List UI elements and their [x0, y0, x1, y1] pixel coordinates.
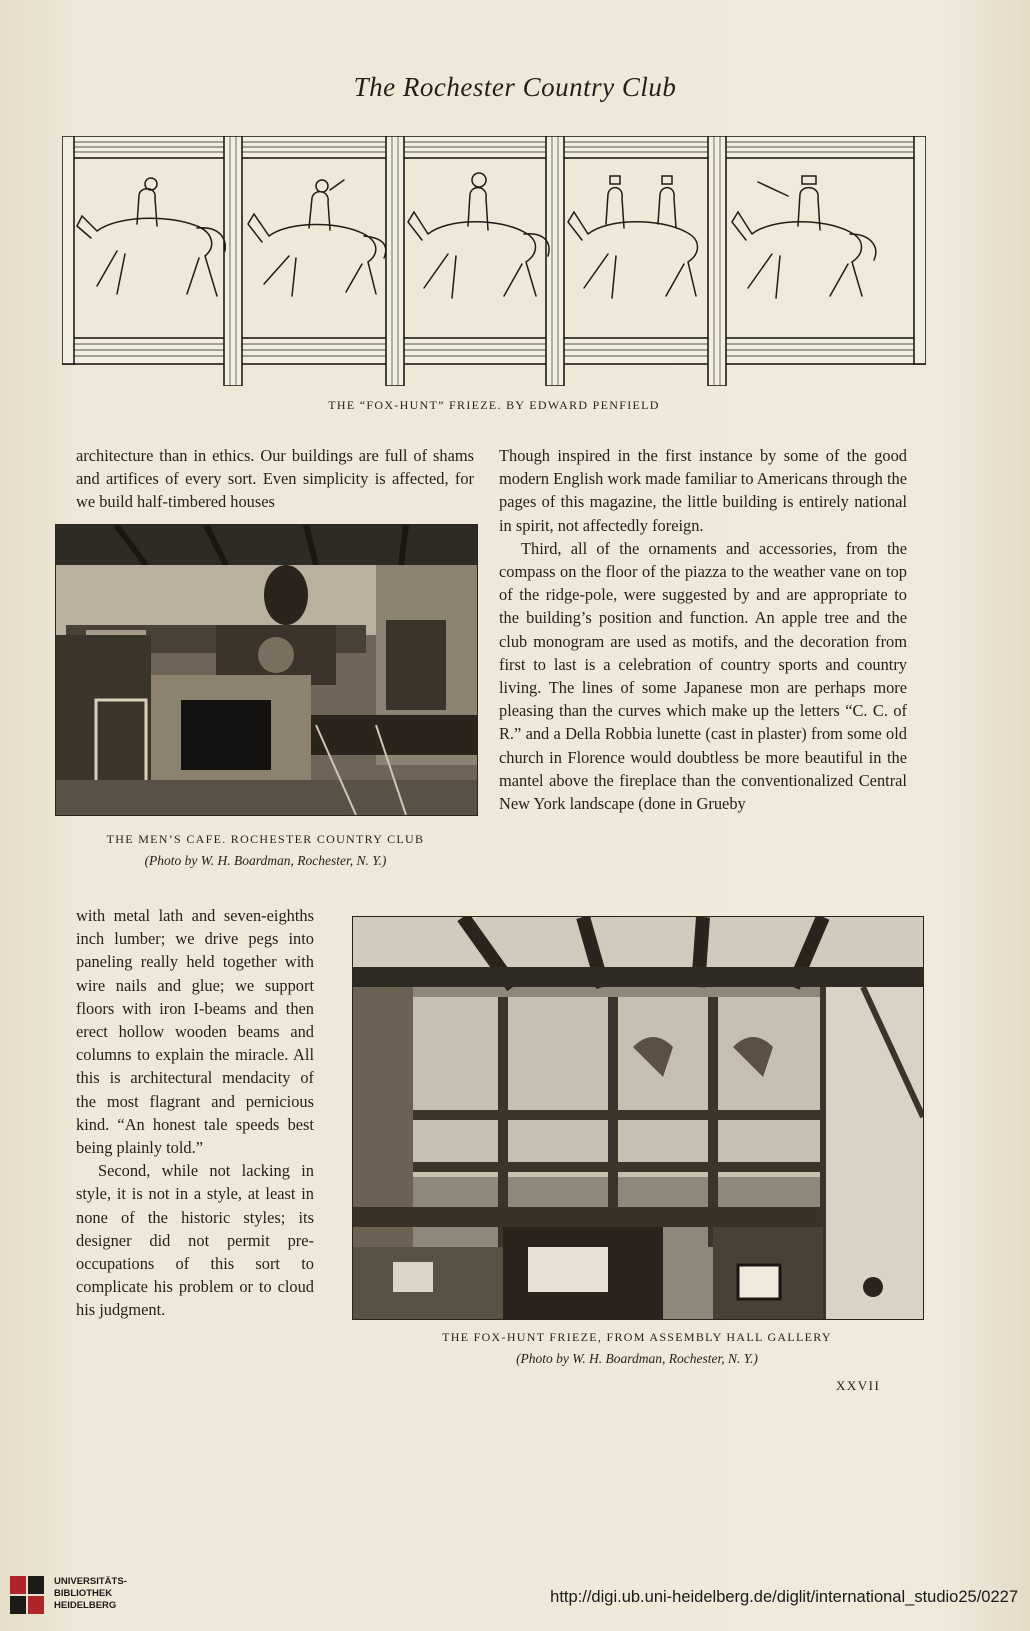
- source-url-link[interactable]: http://digi.ub.uni-heidelberg.de/diglit/international_studio25/0227: [550, 1588, 1018, 1606]
- right-column: [499, 444, 907, 815]
- page-number: XXVII: [836, 1378, 881, 1393]
- frieze-caption: THE “FOX-HUNT” FRIEZE. BY EDWARD PENFIELD: [328, 398, 660, 412]
- mens-cafe-photo: [55, 524, 478, 816]
- assembly-hall-photo-credit: (Photo by W. H. Boardman, Rochester, N. Y.): [516, 1351, 758, 1366]
- paragraph: with metal lath and seven-eighths inch lumber; we drive pegs into paneling really held together with wire nails and glue; we support floors with iron I-beams and then erect hollow wooden beams and columns to explain the miracle. All this is architectural mendacity of the most flagrant and pernicious kind. “An honest tale speeds best being plainly told.”: [76, 906, 314, 1158]
- paragraph: Third, all of the ornaments and accessories, from the compass on the floor of the piazza to the weather vane on top of the ridge-pole, were suggested by and are appropriate to the building’s position and function. An apple tree and the club monogram are used as motifs, and the decoration from first to last is a celebration of country sports and country living. The lines of some Japanese mon are perhaps more pleasing than the curves which make up the letters “C. C. of R.” and a Della Robbia lunette (cast in plaster) from some old church in Florence would doubtless be more beautiful in the mantel above the fireplace than the conventionalized Central New York landscape (done in Grueby: [499, 538, 907, 814]
- mens-cafe-caption: THE MEN’S CAFE. ROCHESTER COUNTRY CLUB: [106, 832, 425, 846]
- paragraph: Though inspired in the first instance by some of the good modern English work made familiar to Americans through the pages of this magazine, the little building is entirely national in spirit, not affectedly foreign.: [499, 446, 907, 535]
- library-seal-icon: [8, 1574, 48, 1618]
- library-name-line: BIBLIOTHEK: [54, 1588, 113, 1599]
- assembly-hall-caption: THE FOX-HUNT FRIEZE, FROM ASSEMBLY HALL GALLERY: [442, 1330, 832, 1344]
- paragraph: architecture than in ethics. Our buildings are full of shams and artifices of every sort. Even simplicity is affected, for we build half-timbered houses: [76, 446, 474, 512]
- library-logo: [8, 1574, 168, 1618]
- library-name: [54, 1576, 127, 1612]
- left-column-top: [76, 444, 474, 514]
- library-name-line: HEIDELBERG: [54, 1600, 117, 1611]
- assembly-hall-gallery-photo: [352, 916, 924, 1320]
- paragraph: Second, while not lacking in style, it is not in a style, at least in none of the historic styles; its designer did not permit pre-occupations of this sort to complicate his problem or to cloud his judgment.: [76, 1161, 314, 1320]
- library-name-line: UNIVERSITÄTS-: [54, 1576, 127, 1587]
- running-head: The Rochester Country Club: [353, 72, 677, 102]
- fox-hunt-frieze-illustration: [62, 136, 926, 386]
- left-column-bottom: [76, 904, 314, 1322]
- mens-cafe-photo-credit: (Photo by W. H. Boardman, Rochester, N. Y.): [144, 853, 387, 868]
